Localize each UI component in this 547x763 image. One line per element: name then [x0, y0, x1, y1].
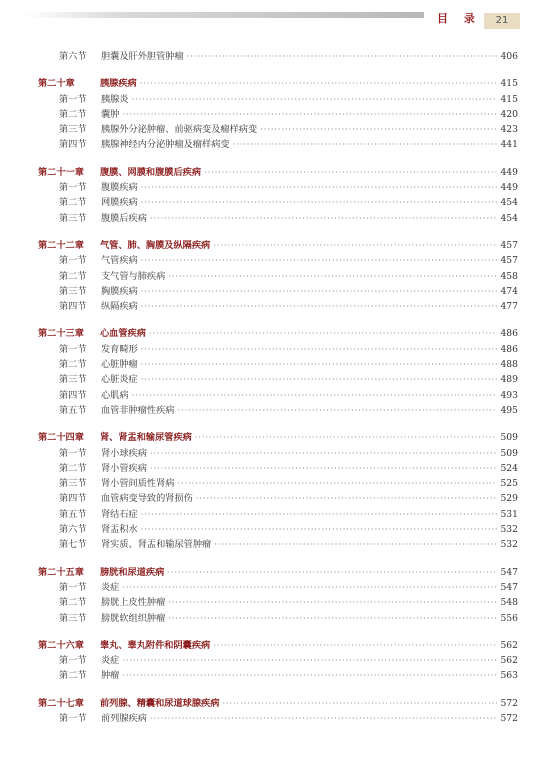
toc-entry-page: 495	[500, 404, 518, 416]
toc-entry-title: 肾小管间质性肾病	[101, 478, 175, 490]
toc-leader-dots	[150, 714, 498, 723]
toc-entry-label: 第二节	[59, 108, 87, 120]
toc-section-row[interactable]	[38, 652, 518, 667]
toc-entry-label: 第二节	[59, 197, 87, 209]
toc-entry-label: 第一节	[59, 712, 87, 724]
toc-entry-page: 532	[500, 524, 518, 536]
toc-entry-page: 509	[500, 447, 518, 459]
toc-entry-label: 第三节	[59, 124, 87, 136]
toc-section-row[interactable]	[38, 210, 518, 225]
toc-leader-dots	[141, 287, 498, 296]
toc-entry-label: 第二十二章	[38, 239, 84, 251]
toc-entry-title: 肾实质、肾盂和输尿管肿瘤	[101, 539, 212, 551]
toc-entry-title: 囊肿	[101, 108, 120, 120]
toc-entry-page: 548	[500, 597, 518, 609]
toc-entry-title: 心脏炎症	[101, 374, 138, 386]
toc-chapter-row[interactable]	[38, 637, 518, 652]
toc-entry-title: 膀胱软组织肿瘤	[101, 612, 166, 624]
toc-section-row[interactable]	[38, 536, 518, 551]
toc-entry-page: 423	[500, 124, 518, 136]
toc-entry-label: 第三节	[59, 212, 87, 224]
toc-leader-dots	[132, 95, 498, 104]
toc-leader-dots	[140, 79, 498, 88]
toc-entry-label: 第四节	[59, 493, 87, 505]
toc-entry-page: 562	[500, 655, 518, 667]
toc-leader-dots	[141, 256, 498, 265]
toc-leader-dots	[141, 183, 498, 192]
toc-leader-dots	[122, 583, 497, 592]
toc-leader-dots	[150, 449, 498, 458]
toc-section-row[interactable]	[38, 521, 518, 536]
toc-entry-title: 肿瘤	[101, 670, 120, 682]
toc-section-row[interactable]	[38, 490, 518, 505]
toc-entry-title: 血管非肿瘤性疾病	[101, 404, 175, 416]
toc-entry-label: 第三节	[59, 612, 87, 624]
toc-entry-title: 肾结石症	[101, 508, 138, 520]
toc-entry-label: 第二节	[59, 462, 87, 474]
toc-entry-label: 第二十四章	[38, 432, 84, 444]
toc-section-row[interactable]	[38, 667, 518, 682]
toc-entry-title: 前列腺疾病	[101, 712, 147, 724]
toc-leader-dots	[196, 494, 498, 503]
toc-section-row[interactable]	[38, 268, 518, 283]
toc-leader-dots	[122, 671, 497, 680]
toc-entry-label: 第一节	[59, 343, 87, 355]
toc-entry-title: 胰腺外分泌肿瘤、前驱病变及瘤样病变	[101, 124, 258, 136]
toc-entry-page: 406	[500, 51, 518, 62]
toc-entry-title: 膀胱上皮性肿瘤	[101, 597, 166, 609]
toc-entry-page: 457	[500, 239, 518, 251]
toc-entry-page: 556	[500, 612, 518, 624]
toc-leader-dots	[141, 302, 498, 311]
toc-entry-page: 529	[500, 493, 518, 505]
toc-chapter-row[interactable]	[38, 75, 518, 90]
toc-entry-page: 572	[500, 697, 518, 709]
toc-section-row[interactable]	[38, 710, 518, 725]
toc-leader-dots	[141, 525, 498, 534]
toc-entry-label: 第六节	[59, 524, 87, 536]
toc-section-row[interactable]	[38, 506, 518, 521]
toc-leader-dots	[168, 272, 497, 281]
toc-entry-page: 415	[500, 78, 518, 90]
toc-leader-dots	[168, 614, 497, 623]
header-rule	[24, 12, 424, 18]
toc-entry-title: 炎症	[101, 655, 120, 667]
toc-entry-label: 第二十一章	[38, 166, 84, 178]
toc-entry-title: 睾丸、睾丸附件和阴囊疾病	[100, 639, 211, 651]
toc-section-row[interactable]	[38, 179, 518, 194]
toc-entry-label: 第二节	[59, 670, 87, 682]
toc-entry-page: 449	[500, 182, 518, 194]
toc-entry-page: 486	[500, 328, 518, 340]
toc-entry-page: 547	[500, 581, 518, 593]
toc-leader-dots	[141, 198, 498, 207]
toc-entry-page: 449	[500, 166, 518, 178]
toc-entry-page: 477	[500, 301, 518, 313]
toc-entry-page: 420	[500, 108, 518, 120]
toc-gap	[38, 313, 518, 325]
toc-leader-dots	[141, 345, 498, 354]
toc-gap	[38, 683, 518, 695]
toc-section-row[interactable]	[38, 194, 518, 209]
toc-chapter-row[interactable]	[38, 429, 518, 444]
toc-entry-title: 气管、肺、胸膜及纵隔疾病	[100, 239, 211, 251]
toc-entry-title: 肾、肾盂和输尿管疾病	[100, 432, 192, 444]
toc-section-row[interactable]	[38, 610, 518, 625]
toc-section-row[interactable]	[38, 402, 518, 417]
toc-leader-dots	[260, 125, 497, 134]
toc-chapter-row[interactable]	[38, 695, 518, 710]
toc-section-row[interactable]	[38, 121, 518, 136]
toc-section-row[interactable]	[38, 91, 518, 106]
toc-entry-label: 第五节	[59, 508, 87, 520]
toc-section-row[interactable]	[38, 445, 518, 460]
toc-entry-title: 网膜疾病	[101, 197, 138, 209]
toc-leader-dots	[222, 699, 497, 708]
toc-leader-dots	[204, 168, 497, 177]
toc-leader-dots	[167, 568, 497, 577]
toc-entry-page: 525	[500, 478, 518, 490]
toc-entry-page: 493	[500, 389, 518, 401]
toc-entry-page: 489	[500, 374, 518, 386]
toc-gap	[38, 417, 518, 429]
toc-entry-title: 腹膜、网膜和腹膜后疾病	[100, 166, 202, 178]
toc-section-row[interactable]	[38, 252, 518, 267]
toc-gap	[38, 552, 518, 564]
toc-entry-label: 第二节	[59, 359, 87, 371]
toc-section-row[interactable]	[38, 283, 518, 298]
toc-entry-label: 第四节	[59, 301, 87, 313]
toc-entry-title: 胸膜疾病	[101, 285, 138, 297]
toc-section-row[interactable]	[38, 106, 518, 121]
toc-entry-title: 支气管与肺疾病	[101, 270, 166, 282]
toc-leader-dots	[213, 241, 497, 250]
toc-entry-page: 488	[500, 359, 518, 371]
table-of-contents	[38, 48, 518, 725]
toc-entry-label: 第一节	[59, 182, 87, 194]
toc-entry-label: 第二十七章	[38, 697, 84, 709]
toc-entry-page: 415	[500, 93, 518, 105]
toc-entry-label: 第二节	[59, 597, 87, 609]
toc-entry-title: 炎症	[101, 581, 120, 593]
toc-entry-title: 肾盂积水	[101, 524, 138, 536]
toc-leader-dots	[150, 214, 498, 223]
toc-leader-dots	[141, 510, 498, 519]
toc-section-row[interactable]	[38, 594, 518, 609]
toc-entry-label: 第一节	[59, 93, 87, 105]
toc-leader-dots	[150, 464, 498, 473]
toc-section-row[interactable]	[38, 48, 518, 63]
toc-leader-dots	[132, 391, 498, 400]
toc-entry-label: 第四节	[59, 389, 87, 401]
toc-entry-title: 心肌病	[101, 389, 129, 401]
toc-leader-dots	[195, 433, 498, 442]
toc-entry-page: 458	[500, 270, 518, 282]
toc-entry-label: 第四节	[59, 139, 87, 151]
toc-entry-label: 第三节	[59, 374, 87, 386]
toc-entry-title: 发育畸形	[101, 343, 138, 355]
toc-leader-dots	[122, 110, 497, 119]
toc-leader-dots	[178, 479, 498, 488]
toc-entry-title: 腹膜疾病	[101, 182, 138, 194]
toc-gap	[38, 152, 518, 164]
toc-gap	[38, 625, 518, 637]
toc-entry-page: 524	[500, 462, 518, 474]
toc-chapter-row[interactable]	[38, 564, 518, 579]
toc-entry-page: 532	[500, 539, 518, 551]
toc-chapter-row[interactable]	[38, 325, 518, 340]
toc-entry-page: 454	[500, 212, 518, 224]
toc-entry-label: 第一节	[59, 655, 87, 667]
toc-chapter-row[interactable]	[38, 237, 518, 252]
toc-section-row[interactable]	[38, 341, 518, 356]
toc-entry-label: 第一节	[59, 447, 87, 459]
toc-section-row[interactable]	[38, 356, 518, 371]
toc-entry-label: 第二节	[59, 270, 87, 282]
toc-entry-title: 纵隔疾病	[101, 301, 138, 313]
toc-entry-page: 547	[500, 566, 518, 578]
toc-entry-title: 膀胱和尿道疾病	[100, 566, 165, 578]
toc-entry-page: 509	[500, 432, 518, 444]
toc-leader-dots	[213, 641, 497, 650]
toc-entry-page: 474	[500, 285, 518, 297]
toc-entry-title: 肾小球疾病	[101, 447, 147, 459]
page-number: 21	[484, 13, 520, 29]
toc-entry-title: 气管疾病	[101, 255, 138, 267]
toc-entry-label: 第五节	[59, 404, 87, 416]
toc-leader-dots	[122, 656, 497, 665]
toc-entry-label: 第三节	[59, 478, 87, 490]
toc-entry-page: 457	[500, 255, 518, 267]
toc-entry-title: 前列腺、精囊和尿道球腺疾病	[100, 697, 220, 709]
toc-entry-label: 第三节	[59, 285, 87, 297]
toc-entry-page: 562	[500, 639, 518, 651]
toc-leader-dots	[178, 406, 498, 415]
toc-entry-label: 第一节	[59, 255, 87, 267]
toc-entry-title: 心脏肿瘤	[101, 359, 138, 371]
toc-gap	[38, 63, 518, 75]
toc-entry-page: 486	[500, 343, 518, 355]
toc-entry-title: 胰腺疾病	[100, 78, 137, 90]
toc-entry-label: 第二十六章	[38, 639, 84, 651]
toc-section-row[interactable]	[38, 579, 518, 594]
toc-entry-title: 腹膜后疾病	[101, 212, 147, 224]
toc-leader-dots	[141, 360, 498, 369]
toc-leader-dots	[168, 598, 497, 607]
toc-entry-page: 563	[500, 670, 518, 682]
toc-entry-label: 第一节	[59, 581, 87, 593]
toc-gap	[38, 225, 518, 237]
toc-entry-label: 第二十五章	[38, 566, 84, 578]
toc-entry-label: 第二十章	[38, 78, 75, 90]
toc-entry-title: 胆囊及肝外胆管肿瘤	[101, 51, 184, 62]
toc-entry-page: 454	[500, 197, 518, 209]
header-title: 目 录	[437, 12, 481, 25]
toc-leader-dots	[214, 540, 497, 549]
toc-section-row[interactable]	[38, 371, 518, 386]
toc-entry-title: 心血管疾病	[100, 328, 146, 340]
toc-leader-dots	[149, 329, 498, 338]
toc-entry-label: 第二十三章	[38, 328, 84, 340]
toc-section-row[interactable]	[38, 298, 518, 313]
toc-entry-title: 肾小管疾病	[101, 462, 147, 474]
toc-entry-label: 第七节	[59, 539, 87, 551]
toc-entry-page: 572	[500, 712, 518, 724]
toc-entry-label: 第六节	[59, 51, 87, 62]
toc-section-row[interactable]	[38, 136, 518, 151]
toc-leader-dots	[187, 52, 498, 61]
toc-chapter-row[interactable]	[38, 164, 518, 179]
toc-leader-dots	[233, 140, 498, 149]
toc-section-row[interactable]	[38, 387, 518, 402]
toc-leader-dots	[141, 375, 498, 384]
toc-entry-title: 血管病变导致的肾损伤	[101, 493, 193, 505]
toc-section-row[interactable]	[38, 460, 518, 475]
toc-entry-page: 441	[500, 139, 518, 151]
toc-entry-title: 胰腺神经内分泌肿瘤及瘤样病变	[101, 139, 230, 151]
toc-entry-title: 胰腺炎	[101, 93, 129, 105]
toc-entry-page: 531	[500, 508, 518, 520]
toc-section-row[interactable]	[38, 475, 518, 490]
